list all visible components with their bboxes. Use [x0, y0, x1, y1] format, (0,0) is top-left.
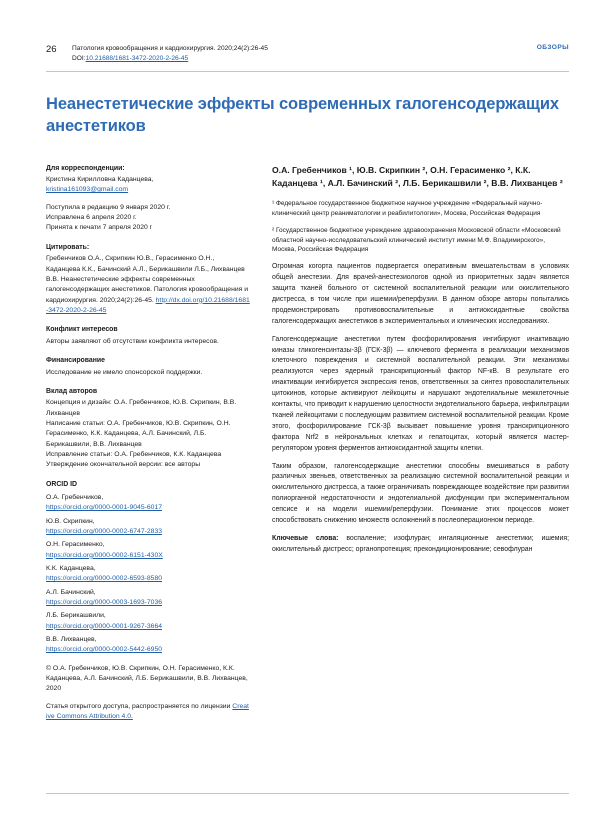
orcid-label: ORCID ID [46, 480, 78, 488]
revised-date: Исправлена 6 апреля 2020 г. [46, 214, 137, 222]
cite-text-body: Гребенчиков О.А., Скрипкин Ю.В., Герасименко О.Н., Каданцева К.К., Бачинский А.Л., Берикашвили Л.Б., Лихванцев В.В. Неанестетические эффекты современных галогенсодержащих анестетиков. Патология кровообращения и кардиохирургия. 2020;24(2):26-45. [46, 255, 249, 304]
page-number: 26 [46, 44, 57, 55]
contribution-label: Вклад авторов [46, 387, 98, 395]
footer-divider [46, 793, 569, 794]
section-tag: ОБЗОРЫ [536, 44, 569, 51]
orcid-link[interactable]: https://orcid.org/0000-0002-6151-430X [46, 551, 163, 559]
received-date: Поступила в редакцию 9 января 2020 г. [46, 203, 171, 211]
doi-line [72, 54, 537, 64]
keywords [272, 534, 569, 556]
content-columns [46, 164, 569, 723]
page-header [46, 42, 569, 72]
contribution-draft: Написание статьи: О.А. Гребенчиков, Ю.В. Скрипкин, О.Н. Герасименко, К.К. Каданцева, А.Л. Бачинский, Л.Б. Берикашвили, В.В. Лихванцев [46, 419, 231, 448]
affiliation-2: ² Государственное бюджетное учреждение здравоохранения Московской области «Московский областной научно-исследовательский клинический институт имени М.Ф. Владимирского», Москва, Российская Федерация [272, 226, 561, 254]
orcid-name: К.К. Каданцева, [46, 565, 96, 573]
author-list: О.А. Гребенчиков ¹, Ю.В. Скрипкин ², О.Н. Герасименко ², К.К. Каданцева ¹, А.Л. Бачинский ², Л.Б. Берикашвили ², В.В. Лихванцев ² [272, 164, 563, 188]
keywords-label: Ключевые слова: [272, 535, 339, 542]
journal-citation: Патология кровообращения и кардиохирургия. 2020;24(2):26-45 [72, 45, 268, 52]
orcid-link[interactable]: https://orcid.org/0000-0003-1693-7036 [46, 599, 163, 607]
license-link[interactable]: Creative Commons Attribution 4.0. [46, 703, 249, 721]
cite-label: Цитировать: [46, 243, 90, 251]
doi-link[interactable]: 10.21688/1681-3472-2020-2-26-45 [85, 54, 189, 62]
license-notice [46, 702, 250, 722]
correspondence-name: Кристина Кирилловна Каданцева, [46, 176, 154, 184]
metadata-column [46, 164, 250, 723]
abstract-paragraph: Огромная когорта пациентов подвергается оперативным вмешательствам в условиях общей анестезии. Для врачей-анестезиологов одной из приоритетных задач является защита тканей больного от системной воспалительной реакции или окислительного дистресса, в том числе при ишемии/реперфузии. В данном обзоре авторы попытались продемонстрировать противовоспалительные и антиоксидантные свойства галогенсодержащих анестетиков в экспериментальных и клинических исследованиях. [272, 263, 569, 325]
abstract [272, 262, 569, 527]
correspondence-block [46, 164, 250, 196]
funding-label: Финансирование [46, 357, 105, 365]
orcid-name: Ю.В. Скрипкин, [46, 517, 95, 525]
funding-block [46, 356, 250, 378]
contribution-approval: Утверждение окончательной версии: все авторы [46, 461, 201, 469]
conflict-label: Конфликт интересов [46, 326, 118, 334]
cite-text [46, 254, 250, 316]
cite-doi-link[interactable]: http://dx.doi.org/10.21688/1681-3472-2020-2-26-45 [46, 296, 250, 314]
orcid-link[interactable]: https://orcid.org/0000-0002-6747-2833 [46, 528, 163, 536]
conflict-block [46, 325, 250, 347]
correspondence-email[interactable]: kristina161093@gmail.com [46, 186, 129, 194]
abstract-paragraph: Галогенсодержащие анестетики путем фосфорилирования ингибируют инактивацию киназы гликогенсинтазы-3β (ГСК-3β) — ключевого фермента в реализации механизмов клеточного повреждения и системной воспалительной реакции. Эти механизмы реализуются через ядерный транскрипционный фактор NF-кB. В результате его инактивации ингибируется экспрессия генов, ответственных за синтез провоспалительных цитокинов, которые активируют лейкоциты и нарушают эндотелиальные межклеточные контакты, что приводит к нарушению целостности эндотелиального барьера, инфильтрации тканей лейкоцитами с последующим развитием системной воспалительной реакции. Кроме этого, фосфорилирование ГСК-3β вызывает повышение уровня транскрипционного фактора Nrf2 в нейрональных клетках и гепатоцитах, который является мастер-регулятором уровня ферментов антиоксидантной защиты клетки. [272, 335, 569, 452]
accepted-date: Принята к печати 7 апреля 2020 г [46, 224, 153, 232]
orcid-name: Л.Б. Берикашвили, [46, 612, 106, 620]
license-text: Статья открытого доступа, распространяется по лицензии [46, 703, 233, 711]
funding-text: Исследование не имело спонсорской поддержки. [46, 368, 203, 376]
keywords-text: воспаление; изофлуран; ингаляционные анестетики; ишемия; окислительный дистресс; органопротекция; прекондиционирование; севофлуран [272, 535, 569, 553]
conflict-text: Авторы заявляют об отсутствии конфликта интересов. [46, 337, 219, 345]
orcid-block [46, 480, 250, 656]
dates-block [46, 203, 250, 234]
contribution-block [46, 387, 250, 471]
page-title: Неанестетические эффекты современных галогенсодержащих анестетиков [46, 95, 559, 135]
abstract-paragraph: Таким образом, галогенсодержащие анестетики способны вмешиваться в работу различных звеньев, ответственных за реализацию системной воспалительной реакции и окислительного дистресса, а также ограничивать повреждающее воздействие при развитии полиорганной недостаточности и эндотелиальной дисфункции при экспериментальном сепсисе и на модели ишемии/реперфузии. Понимание этих процессов может способствовать снижению множеств осложнений в послеоперационном периоде. [272, 462, 569, 525]
citation-block [46, 243, 250, 316]
doi-label: DOI: [72, 54, 86, 62]
orcid-name: О.Н. Герасименко, [46, 541, 105, 549]
orcid-link[interactable]: https://orcid.org/0000-0002-5442-6950 [46, 646, 163, 654]
contribution-revision: Исправление статьи: О.А. Гребенчиков, К.К. Каданцева [46, 450, 222, 458]
affiliation-1: ¹ Федеральное государственное бюджетное научное учреждение «Федеральный научно-клинический центр реаниматологии и реабилитологии», Москва, Российская Федерация [272, 200, 543, 218]
orcid-link[interactable]: https://orcid.org/0000-0001-9267-3664 [46, 622, 163, 630]
orcid-name: В.В. Лихванцев, [46, 636, 97, 644]
orcid-name: А.Л. Бачинский, [46, 588, 96, 596]
header-citation [72, 42, 537, 63]
copyright-notice: © О.А. Гребенчиков, Ю.В. Скрипкин, О.Н. Герасименко, К.К. Каданцева, А.Л. Бачинский, Л.Б. Берикашвили, В.В. Лихванцев, 2020 [46, 664, 248, 693]
abstract-column [272, 164, 569, 556]
orcid-name: О.А. Гребенчиков, [46, 494, 104, 502]
contribution-concept: Концепция и дизайн: О.А. Гребенчиков, Ю.В. Скрипкин, В.В. Лихванцев [46, 399, 237, 417]
orcid-link[interactable]: https://orcid.org/0000-0002-6593-8580 [46, 575, 163, 583]
correspondence-label: Для корреспонденции: [46, 164, 125, 172]
orcid-link[interactable]: https://orcid.org/0000-0001-9045-6017 [46, 504, 163, 512]
